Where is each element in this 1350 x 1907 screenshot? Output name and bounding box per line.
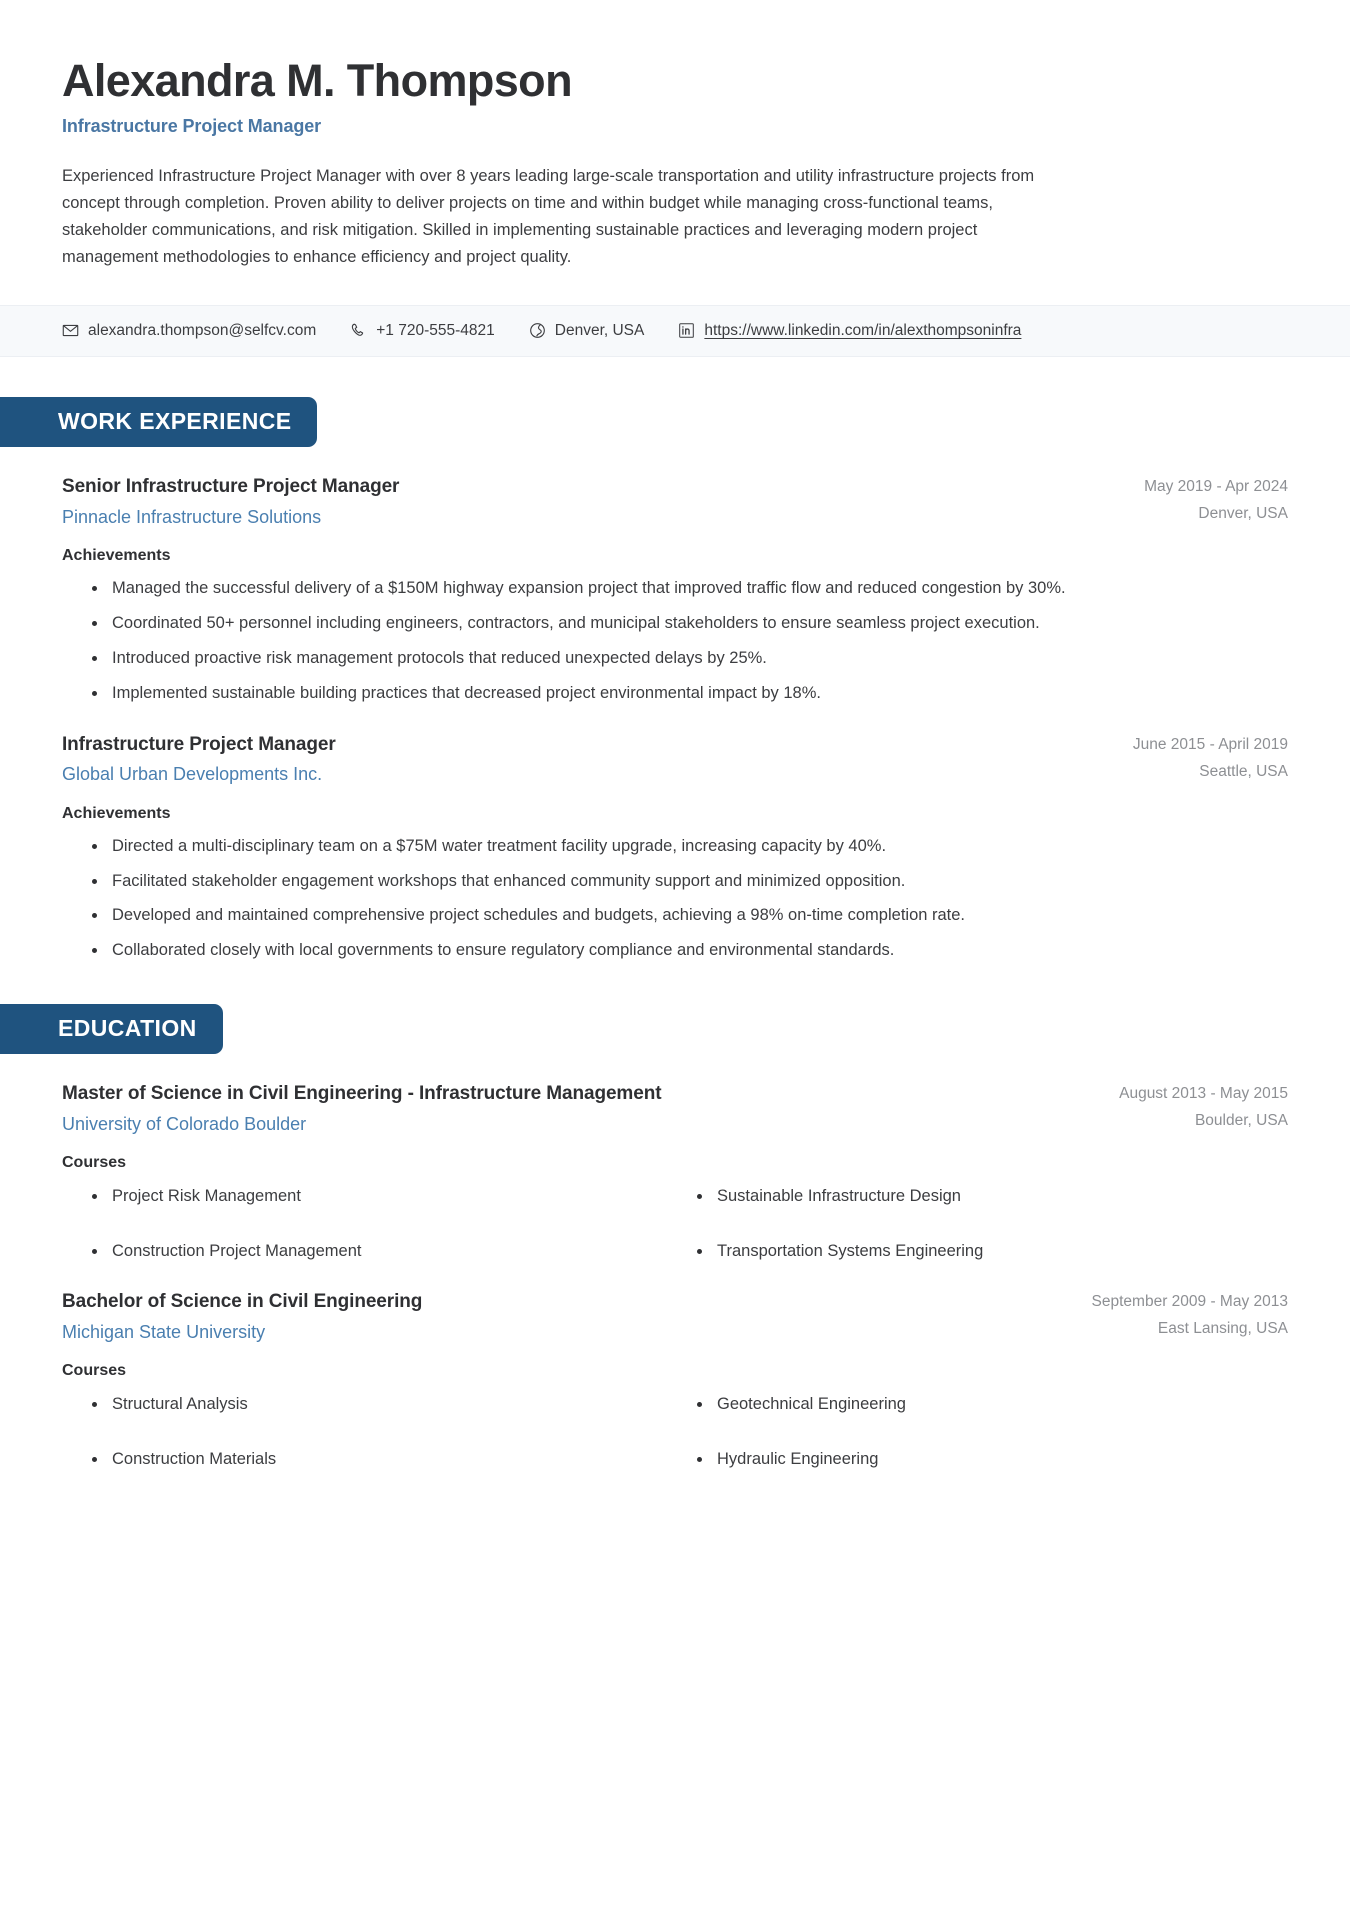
entry-organization: University of Colorado Boulder [62,1113,307,1134]
work-entries [0,475,1350,964]
list-item: Project Risk Management [108,1184,683,1209]
entry-meta [1119,1082,1288,1130]
contact-location-text: Denver, USA [554,321,645,339]
header-job-title: Infrastructure Project Manager [62,116,322,137]
section-heading-education: EDUCATION [0,1004,223,1054]
list-item: Sustainable Infrastructure Design [713,1184,1288,1209]
entry-achievements-list [62,575,1288,707]
contact-phone-text: +1 720-555-4821 [376,321,495,339]
entry-courses-list [62,1392,1288,1472]
entry-identity [62,1082,661,1136]
list-item: Collaborated closely with local governments to ensure regulatory compliance and environmental standards. [108,937,1288,964]
entry-date: August 2013 - May 2015 [1119,1085,1288,1103]
entry-list-label: Courses [62,1361,127,1379]
linkedin-icon [678,322,695,339]
section-education [0,1004,1350,1471]
contact-email[interactable] [62,322,316,340]
contact-bar [0,305,1350,357]
entry-title: Senior Infrastructure Project Manager [62,475,400,497]
list-item: Facilitated stakeholder engagement workshops that enhanced community support and minimized opposition. [108,868,1288,895]
list-item: Structural Analysis [108,1392,683,1417]
envelope-icon [62,322,79,339]
work-entry [62,475,1288,707]
entry-title: Master of Science in Civil Engineering - Infrastructure Management [62,1083,662,1105]
entry-date: September 2009 - May 2013 [1091,1292,1288,1310]
page-bottom-spacer [0,1471,1350,1591]
entry-meta [1092,1290,1288,1338]
entry-list-label: Achievements [62,804,171,822]
list-item: Construction Project Management [108,1239,683,1264]
entry-courses-list [62,1184,1288,1264]
entry-meta [1144,475,1288,523]
entry-date: June 2015 - April 2019 [1132,735,1288,753]
work-entry [62,733,1288,965]
contact-linkedin[interactable] [678,322,1021,340]
entry-list-label: Courses [62,1154,127,1172]
entry-header [62,475,1288,529]
entry-location: Boulder, USA [1194,1112,1288,1130]
contact-location [529,322,645,340]
entry-location: Denver, USA [1198,504,1288,522]
resume-header [0,0,1350,271]
entry-header [62,1082,1288,1136]
entry-list-label: Achievements [62,547,171,565]
entry-location: East Lansing, USA [1157,1319,1288,1337]
entry-organization: Michigan State University [62,1321,266,1342]
entry-title: Bachelor of Science in Civil Engineering [62,1290,423,1312]
entry-meta [1133,733,1288,781]
list-item: Managed the successful delivery of a $150M highway expansion project that improved traffic flow and reduced congestion by 30%. [108,575,1288,602]
professional-summary: Experienced Infrastructure Project Manager with over 8 years leading large-scale transportation and utility infrastructure projects from concept through completion. Proven ability to deliver projects on time and within budget while managing cross-functional teams, stakeholder communications, and risk mitigation. Skilled in implementing sustainable practices and leveraging modern project management methodologies to enhance efficiency and project quality. [62,167,1035,267]
phone-icon [350,322,367,339]
contact-phone[interactable] [350,322,495,340]
contact-email-text: alexandra.thompson@selfcv.com [88,321,317,339]
entry-identity [62,475,399,529]
list-item: Construction Materials [108,1447,683,1472]
entry-header [62,733,1288,787]
entry-location: Seattle, USA [1199,762,1288,780]
list-item: Transportation Systems Engineering [713,1239,1288,1264]
education-entry [62,1290,1288,1472]
list-item: Geotechnical Engineering [713,1392,1288,1417]
entry-identity [62,733,336,787]
entry-organization: Global Urban Developments Inc. [62,764,323,785]
entry-header [62,1290,1288,1344]
list-item: Hydraulic Engineering [713,1447,1288,1472]
list-item: Coordinated 50+ personnel including engineers, contractors, and municipal stakeholders to ensure seamless project execution. [108,610,1288,637]
entry-title: Infrastructure Project Manager [62,733,336,755]
entry-date: May 2019 - Apr 2024 [1144,477,1288,495]
contact-linkedin-link[interactable]: https://www.linkedin.com/in/alexthompsoninfra [704,321,1022,339]
entry-identity [62,1290,422,1344]
globe-icon [529,322,546,339]
list-item: Developed and maintained comprehensive project schedules and budgets, achieving a 98% on-time completion rate. [108,902,1288,929]
section-heading-work: WORK EXPERIENCE [0,397,317,447]
entry-achievements-list [62,833,1288,965]
entry-organization: Pinnacle Infrastructure Solutions [62,506,322,527]
education-entry [62,1082,1288,1264]
page-title: Alexandra M. Thompson [62,55,572,106]
section-work-experience [0,397,1350,964]
list-item: Directed a multi-disciplinary team on a $75M water treatment facility upgrade, increasing capacity by 40%. [108,833,1288,860]
education-entries [0,1082,1350,1471]
list-item: Introduced proactive risk management protocols that reduced unexpected delays by 25%. [108,645,1288,672]
list-item: Implemented sustainable building practices that decreased project environmental impact by 18%. [108,680,1288,707]
